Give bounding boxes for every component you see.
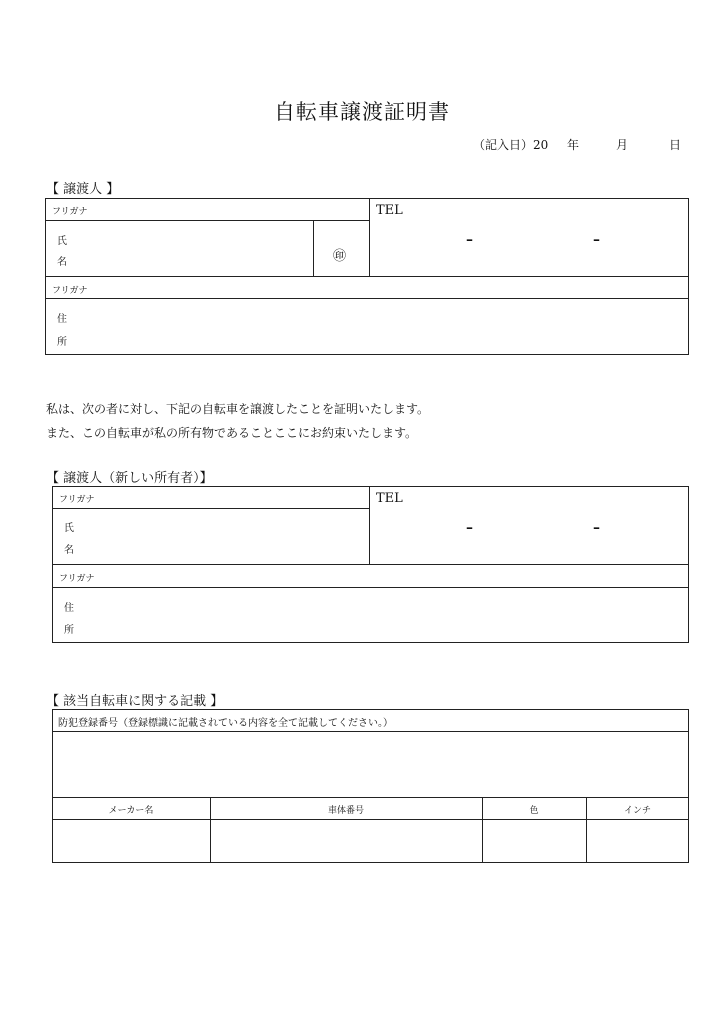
address-label-2: 所: [57, 337, 67, 348]
section3-heading: 【 該当自転車に関する記載 】: [46, 694, 224, 709]
tel-label: TEL: [376, 491, 403, 506]
statement-line-2: また、この自転車が私の所有物であることここにお約束いたします。: [46, 426, 418, 440]
column-frame-number: 車体番号: [327, 806, 364, 816]
section2-heading: 【 譲渡人（新しい所有者）】: [46, 471, 213, 486]
divider: [45, 276, 689, 277]
name-label-1: 氏: [64, 523, 74, 534]
furigana-label: フリガナ: [59, 495, 95, 505]
address-furigana-label: フリガナ: [59, 574, 95, 584]
statement-line-1: 私は、次の者に対し、下記の自転車を譲渡したことを証明いたします。: [46, 402, 430, 416]
seal-icon: ㊞: [333, 249, 347, 264]
divider: [52, 587, 689, 588]
tel-dash-1: –: [466, 520, 473, 536]
date-prefix: （記入日）20: [473, 138, 549, 152]
name-label-2: 名: [57, 257, 67, 268]
divider: [52, 819, 689, 820]
name-label-2: 名: [64, 545, 74, 556]
section3-table: [52, 709, 689, 863]
tel-dash-2: –: [593, 520, 600, 536]
date-day: 日: [669, 138, 682, 152]
tel-dash-2: –: [593, 232, 600, 248]
tel-dash-1: –: [466, 232, 473, 248]
divider: [52, 508, 370, 509]
section1-heading: 【 譲渡人 】: [46, 182, 120, 197]
address-label-1: 住: [57, 314, 67, 325]
divider: [52, 731, 689, 732]
address-label-2: 所: [64, 625, 74, 636]
name-label-1: 氏: [57, 236, 67, 247]
divider: [313, 220, 314, 277]
divider: [45, 220, 370, 221]
divider: [369, 486, 370, 565]
divider: [52, 797, 689, 798]
date-year: 年: [567, 138, 580, 152]
registration-label: 防犯登録番号（登録標識に記載されている内容を全て記載してください。）: [58, 718, 393, 729]
divider: [369, 198, 370, 277]
divider: [52, 564, 689, 565]
column-maker: メーカー名: [108, 806, 154, 816]
column-color: 色: [529, 806, 539, 816]
furigana-label: フリガナ: [52, 207, 88, 217]
address-label-1: 住: [64, 603, 74, 614]
date-month: 月: [616, 138, 629, 152]
column-inch: インチ: [623, 806, 651, 816]
page-title: 自転車譲渡証明書: [274, 100, 450, 124]
address-furigana-label: フリガナ: [52, 286, 88, 296]
divider: [45, 298, 689, 299]
tel-label: TEL: [376, 203, 403, 218]
